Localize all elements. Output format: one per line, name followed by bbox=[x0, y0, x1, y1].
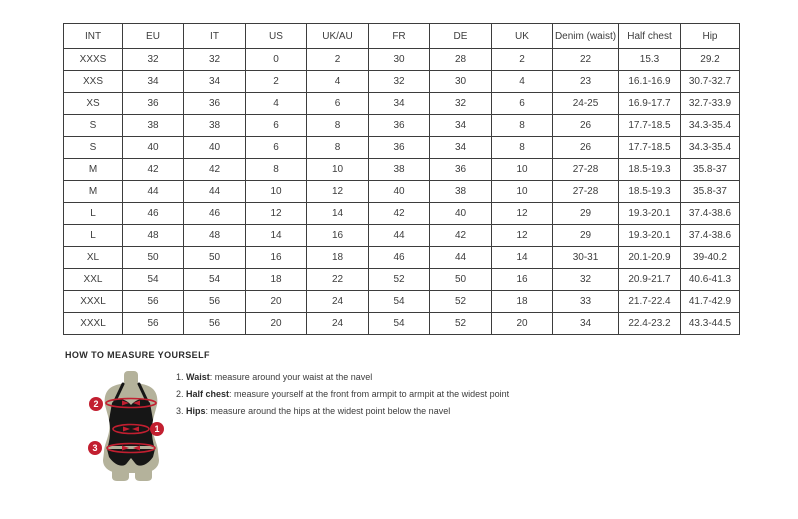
table-cell: 40.6-41.3 bbox=[681, 269, 740, 291]
table-cell: 27-28 bbox=[553, 181, 619, 203]
table-cell: XXS bbox=[64, 71, 123, 93]
table-cell: 34.3-35.4 bbox=[681, 137, 740, 159]
table-cell: 52 bbox=[430, 291, 492, 313]
table-cell: 42 bbox=[123, 159, 184, 181]
table-cell: 52 bbox=[430, 313, 492, 335]
measure-steps bbox=[176, 372, 509, 423]
table-cell: 34 bbox=[553, 313, 619, 335]
table-cell: 4 bbox=[246, 93, 307, 115]
table-cell: 10 bbox=[492, 181, 553, 203]
table-cell: 50 bbox=[123, 247, 184, 269]
table-cell: 44 bbox=[369, 225, 430, 247]
table-cell: 32 bbox=[184, 49, 246, 71]
table-cell: 24 bbox=[307, 291, 369, 313]
table-cell: 40 bbox=[184, 137, 246, 159]
table-cell: 40 bbox=[430, 203, 492, 225]
measure-step-hips bbox=[176, 406, 509, 417]
table-cell: 0 bbox=[246, 49, 307, 71]
table-cell: 8 bbox=[492, 115, 553, 137]
table-cell: 30.7-32.7 bbox=[681, 71, 740, 93]
table-cell: 56 bbox=[123, 291, 184, 313]
step-label: Waist bbox=[186, 372, 210, 382]
figure-badge-waist: 1 bbox=[150, 422, 164, 436]
table-cell: 32 bbox=[553, 269, 619, 291]
step-label: Half chest bbox=[186, 389, 230, 399]
table-cell: XXXL bbox=[64, 291, 123, 313]
measure-section-title: HOW TO MEASURE YOURSELF bbox=[65, 350, 210, 360]
table-cell: 41.7-42.9 bbox=[681, 291, 740, 313]
table-cell: 2 bbox=[492, 49, 553, 71]
table-cell: 36 bbox=[369, 115, 430, 137]
table-cell: 16 bbox=[492, 269, 553, 291]
table-cell: 29 bbox=[553, 225, 619, 247]
table-cell: 20 bbox=[246, 313, 307, 335]
figure-badge-hips: 3 bbox=[88, 441, 102, 455]
column-header: FR bbox=[369, 24, 430, 49]
table-row bbox=[64, 49, 740, 71]
table-cell: XXXL bbox=[64, 313, 123, 335]
table-row bbox=[64, 137, 740, 159]
table-cell: 8 bbox=[307, 115, 369, 137]
table-cell: 34 bbox=[184, 71, 246, 93]
table-cell: 4 bbox=[492, 71, 553, 93]
table-cell: 18.5-19.3 bbox=[619, 159, 681, 181]
step-number: 2. bbox=[176, 389, 184, 399]
table-cell: 20.9-21.7 bbox=[619, 269, 681, 291]
table-cell: 40 bbox=[369, 181, 430, 203]
table-row bbox=[64, 115, 740, 137]
table-cell: 38 bbox=[430, 181, 492, 203]
table-row bbox=[64, 247, 740, 269]
table-cell: 43.3-44.5 bbox=[681, 313, 740, 335]
table-cell: 30 bbox=[369, 49, 430, 71]
table-cell: 6 bbox=[246, 115, 307, 137]
table-cell: S bbox=[64, 115, 123, 137]
table-cell: 48 bbox=[123, 225, 184, 247]
table-cell: 34 bbox=[369, 93, 430, 115]
table-cell: 29.2 bbox=[681, 49, 740, 71]
table-cell: S bbox=[64, 137, 123, 159]
column-header: UK bbox=[492, 24, 553, 49]
mannequin-left-thigh bbox=[112, 465, 129, 481]
column-header: Denim (waist) bbox=[553, 24, 619, 49]
table-cell: 10 bbox=[492, 159, 553, 181]
table-cell: 56 bbox=[123, 313, 184, 335]
mannequin-illustration bbox=[86, 370, 178, 484]
table-cell: 34 bbox=[123, 71, 184, 93]
step-text: : measure yourself at the front from armpit to armpit at the widest point bbox=[229, 389, 510, 399]
table-cell: 52 bbox=[369, 269, 430, 291]
table-cell: L bbox=[64, 203, 123, 225]
table-cell: 36 bbox=[430, 159, 492, 181]
table-cell: 44 bbox=[184, 181, 246, 203]
table-cell: 14 bbox=[307, 203, 369, 225]
table-cell: 24 bbox=[307, 313, 369, 335]
table-cell: 8 bbox=[492, 137, 553, 159]
table-cell: 6 bbox=[492, 93, 553, 115]
table-cell: XS bbox=[64, 93, 123, 115]
table-cell: 54 bbox=[369, 291, 430, 313]
step-number: 3. bbox=[176, 406, 184, 416]
table-cell: 18.5-19.3 bbox=[619, 181, 681, 203]
table-cell: 22 bbox=[553, 49, 619, 71]
column-header: Hip bbox=[681, 24, 740, 49]
table-cell: 36 bbox=[123, 93, 184, 115]
size-chart-table bbox=[63, 23, 740, 335]
table-cell: 37.4-38.6 bbox=[681, 203, 740, 225]
table-cell: 17.7-18.5 bbox=[619, 137, 681, 159]
table-cell: 40 bbox=[123, 137, 184, 159]
table-cell: 16.9-17.7 bbox=[619, 93, 681, 115]
table-cell: 44 bbox=[123, 181, 184, 203]
table-cell: 38 bbox=[184, 115, 246, 137]
size-chart-body bbox=[64, 49, 740, 335]
table-cell: 32.7-33.9 bbox=[681, 93, 740, 115]
table-cell: 12 bbox=[246, 203, 307, 225]
table-row bbox=[64, 225, 740, 247]
table-cell: 19.3-20.1 bbox=[619, 225, 681, 247]
measure-step-half-chest bbox=[176, 389, 509, 400]
table-cell: 42 bbox=[430, 225, 492, 247]
table-cell: 24-25 bbox=[553, 93, 619, 115]
table-cell: 46 bbox=[369, 247, 430, 269]
table-cell: 22.4-23.2 bbox=[619, 313, 681, 335]
table-cell: 12 bbox=[307, 181, 369, 203]
table-cell: 12 bbox=[492, 203, 553, 225]
table-cell: 4 bbox=[307, 71, 369, 93]
table-cell: 26 bbox=[553, 115, 619, 137]
column-header: INT bbox=[64, 24, 123, 49]
table-row bbox=[64, 71, 740, 93]
table-cell: 16 bbox=[307, 225, 369, 247]
mannequin-right-thigh bbox=[135, 465, 152, 481]
table-cell: L bbox=[64, 225, 123, 247]
table-cell: 18 bbox=[492, 291, 553, 313]
table-cell: 34.3-35.4 bbox=[681, 115, 740, 137]
table-cell: 34 bbox=[430, 115, 492, 137]
table-cell: XXL bbox=[64, 269, 123, 291]
table-cell: 2 bbox=[246, 71, 307, 93]
table-cell: 32 bbox=[369, 71, 430, 93]
table-cell: 32 bbox=[430, 93, 492, 115]
table-cell: 29 bbox=[553, 203, 619, 225]
table-row bbox=[64, 181, 740, 203]
table-cell: 36 bbox=[369, 137, 430, 159]
table-cell: 23 bbox=[553, 71, 619, 93]
table-cell: 56 bbox=[184, 291, 246, 313]
table-row bbox=[64, 313, 740, 335]
column-header: DE bbox=[430, 24, 492, 49]
table-cell: 54 bbox=[369, 313, 430, 335]
table-cell: 32 bbox=[123, 49, 184, 71]
column-header: UK/AU bbox=[307, 24, 369, 49]
table-cell: 19.3-20.1 bbox=[619, 203, 681, 225]
measurement-figure bbox=[86, 370, 178, 484]
table-cell: 56 bbox=[184, 313, 246, 335]
step-number: 1. bbox=[176, 372, 184, 382]
table-cell: 16 bbox=[246, 247, 307, 269]
table-cell: 20.1-20.9 bbox=[619, 247, 681, 269]
column-header: Half chest bbox=[619, 24, 681, 49]
measure-step-waist bbox=[176, 372, 509, 383]
table-cell: 46 bbox=[184, 203, 246, 225]
table-cell: 10 bbox=[246, 181, 307, 203]
table-cell: 27-28 bbox=[553, 159, 619, 181]
table-cell: 34 bbox=[430, 137, 492, 159]
table-row bbox=[64, 291, 740, 313]
table-cell: 6 bbox=[307, 93, 369, 115]
table-cell: 38 bbox=[123, 115, 184, 137]
table-cell: 35.8-37 bbox=[681, 159, 740, 181]
table-cell: 2 bbox=[307, 49, 369, 71]
table-cell: 42 bbox=[369, 203, 430, 225]
table-cell: 16.1-16.9 bbox=[619, 71, 681, 93]
figure-badge-half-chest: 2 bbox=[89, 397, 103, 411]
table-cell: 20 bbox=[246, 291, 307, 313]
table-cell: 17.7-18.5 bbox=[619, 115, 681, 137]
table-cell: M bbox=[64, 159, 123, 181]
table-cell: 42 bbox=[184, 159, 246, 181]
table-cell: 6 bbox=[246, 137, 307, 159]
table-cell: 36 bbox=[184, 93, 246, 115]
table-row bbox=[64, 269, 740, 291]
table-cell: 50 bbox=[184, 247, 246, 269]
table-cell: M bbox=[64, 181, 123, 203]
table-cell: 18 bbox=[246, 269, 307, 291]
table-cell: 12 bbox=[492, 225, 553, 247]
table-cell: 14 bbox=[492, 247, 553, 269]
table-cell: XL bbox=[64, 247, 123, 269]
table-cell: 35.8-37 bbox=[681, 181, 740, 203]
step-text: : measure around the hips at the widest point below the navel bbox=[205, 406, 451, 416]
table-cell: 33 bbox=[553, 291, 619, 313]
table-cell: 37.4-38.6 bbox=[681, 225, 740, 247]
table-cell: 21.7-22.4 bbox=[619, 291, 681, 313]
table-cell: 30-31 bbox=[553, 247, 619, 269]
table-cell: 10 bbox=[307, 159, 369, 181]
table-cell: 39-40.2 bbox=[681, 247, 740, 269]
table-cell: 28 bbox=[430, 49, 492, 71]
table-cell: 8 bbox=[307, 137, 369, 159]
table-cell: 30 bbox=[430, 71, 492, 93]
table-cell: 50 bbox=[430, 269, 492, 291]
column-header: US bbox=[246, 24, 307, 49]
size-chart-header-row bbox=[64, 24, 740, 49]
column-header: EU bbox=[123, 24, 184, 49]
table-cell: 15.3 bbox=[619, 49, 681, 71]
table-cell: 14 bbox=[246, 225, 307, 247]
table-cell: 22 bbox=[307, 269, 369, 291]
step-label: Hips bbox=[186, 406, 206, 416]
table-cell: 44 bbox=[430, 247, 492, 269]
table-cell: 46 bbox=[123, 203, 184, 225]
table-row bbox=[64, 93, 740, 115]
table-row bbox=[64, 159, 740, 181]
column-header: IT bbox=[184, 24, 246, 49]
table-cell: 38 bbox=[369, 159, 430, 181]
table-cell: 8 bbox=[246, 159, 307, 181]
table-cell: 54 bbox=[184, 269, 246, 291]
table-cell: 26 bbox=[553, 137, 619, 159]
table-cell: XXXS bbox=[64, 49, 123, 71]
table-cell: 20 bbox=[492, 313, 553, 335]
table-row bbox=[64, 203, 740, 225]
table-cell: 48 bbox=[184, 225, 246, 247]
table-cell: 54 bbox=[123, 269, 184, 291]
table-cell: 18 bbox=[307, 247, 369, 269]
step-text: : measure around your waist at the navel bbox=[209, 372, 373, 382]
